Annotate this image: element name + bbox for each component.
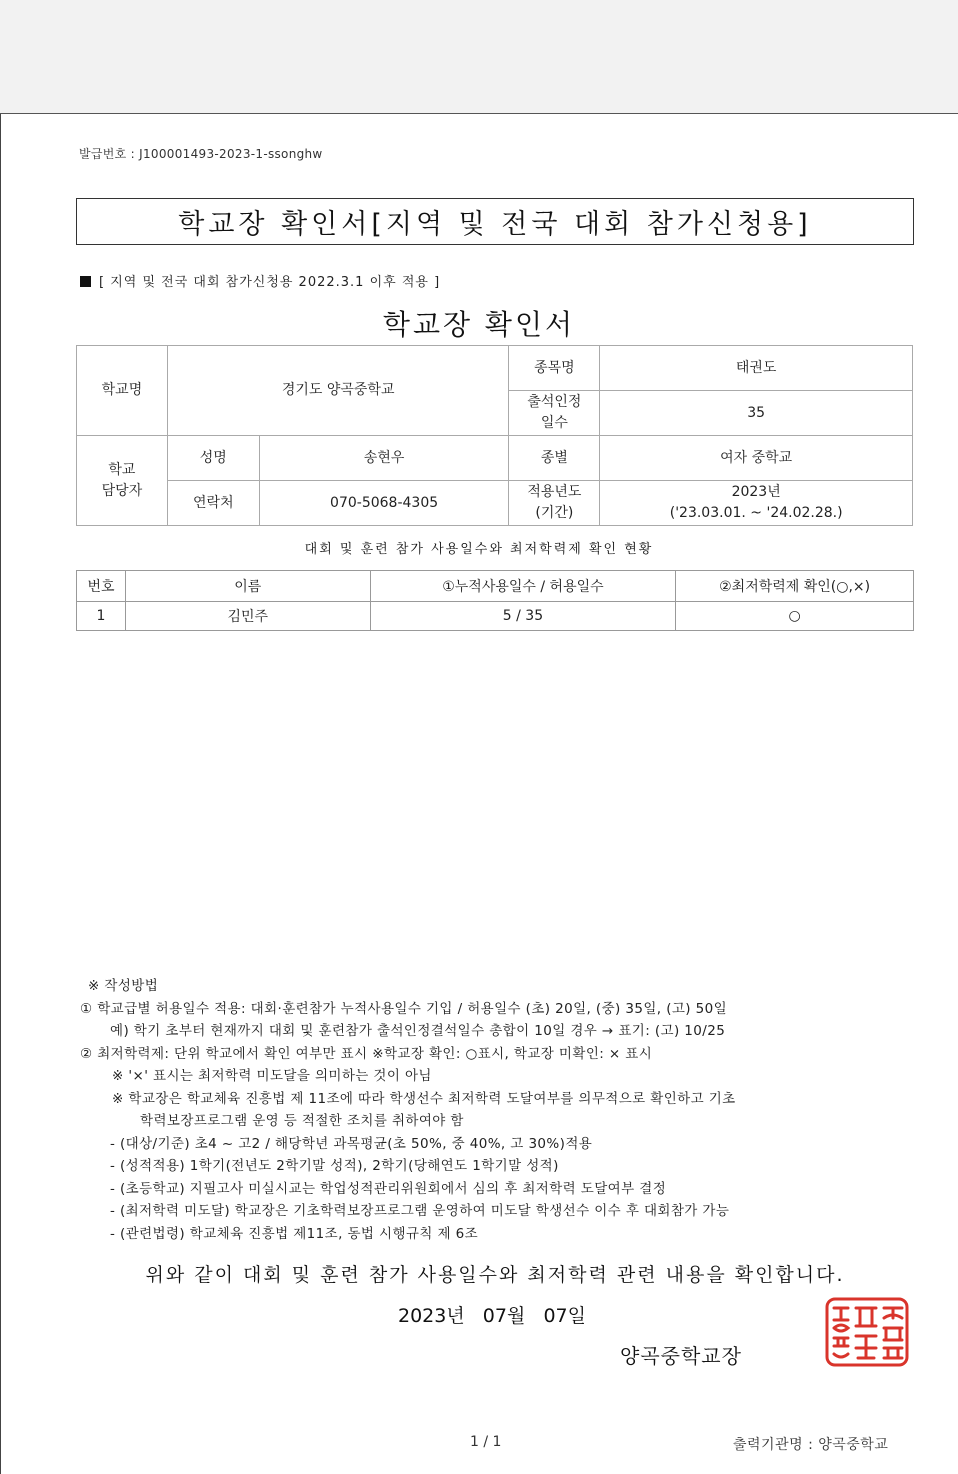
header-min-academic: ②최저학력제 확인(○,×) (676, 571, 914, 602)
year-label-line1: 적용년도 (527, 484, 582, 500)
method-line: 학력보장프로그램 운영 등 적절한 조치를 취하여야 함 (140, 1113, 464, 1129)
year-value-line1: 2023년 (731, 484, 781, 500)
name-label: 성명 (167, 436, 259, 481)
method-line: 예) 학기 초부터 현재까지 대회 및 훈련참가 출석인정결석일수 총합이 10일 경우 → 표기: (고) 10/25 (110, 1023, 726, 1039)
header-name: 이름 (125, 571, 370, 602)
contact-label: 연락처 (167, 481, 259, 526)
row-number: 1 (77, 602, 126, 631)
page-number: 1 / 1 (470, 1434, 502, 1450)
event-label: 종목명 (509, 346, 600, 391)
status-table (76, 570, 914, 631)
year-label (509, 481, 600, 526)
method-line: - (초등학교) 지필고사 미실시교는 학업성적관리위원회에서 심의 후 최저학력 도달여부 결정 (110, 1180, 667, 1197)
main-title-box (76, 198, 914, 245)
method-title: ※ 작성방법 (88, 978, 159, 994)
sub-note (80, 271, 440, 290)
header-number: 번호 (77, 571, 126, 602)
header-days: ①누적사용일수 / 허용일수 (370, 571, 676, 602)
section-title: 대회 및 훈련 참가 사용일수와 최저학력제 확인 현황 (304, 542, 654, 557)
method-line: ※ 학교장은 학교체육 진흥법 제 11조에 따라 학생선수 최저학력 도달여부를 의무적으로 확인하고 기초 (112, 1090, 736, 1107)
sub-note-text: [ 지역 및 전국 대회 참가신청용 2022.3.1 이후 적용 ] (99, 275, 441, 290)
year-value (600, 481, 913, 526)
table-row (77, 602, 914, 631)
school-value: 경기도 양곡중학교 (167, 346, 509, 436)
main-title: 학교장 확인서[지역 및 전국 대회 참가신청용] (178, 209, 812, 240)
event-value: 태권도 (600, 346, 913, 391)
confirm-statement: 위와 같이 대회 및 훈련 참가 사용일수와 최저학력 관련 내용을 확인합니다. (145, 1264, 845, 1286)
issue-date: 2023년 07월 07일 (397, 1305, 586, 1327)
writing-method (80, 975, 900, 1245)
attendance-label-line2: 일수 (540, 415, 568, 431)
official-seal-icon (824, 1296, 910, 1368)
method-line: - (대상/기준) 초4 ~ 고2 / 해당학년 과목평균(초 50%, 중 40%, 고 30%)적용 (110, 1135, 593, 1152)
issue-number: 발급번호 : J100001493-2023-1-ssonghw (79, 147, 323, 161)
method-line: - (성적적용) 1학기(전년도 2학기말 성적), 2학기(당해연도 1학기말 성적) (110, 1158, 559, 1174)
method-line: ※ '×' 표시는 최저학력 미도달을 의미하는 것이 아님 (112, 1068, 432, 1084)
attendance-label (509, 391, 600, 436)
row-days: 5 / 35 (370, 602, 676, 631)
contact-value: 070-5068-4305 (259, 481, 509, 526)
manager-label-line1: 학교 (108, 461, 136, 478)
attendance-value: 35 (600, 391, 913, 436)
top-toolbar-area (0, 0, 958, 114)
method-line: ② 최저학력제: 단위 학교에서 확인 여부만 표시 ※학교장 확인: ○표시, 학교장 미확인: × 표시 (80, 1045, 653, 1062)
output-org: 출력기관명 : 양곡중학교 (733, 1437, 889, 1453)
attendance-label-line1: 출석인정 (527, 394, 582, 410)
document-title: 학교장 확인서 (382, 308, 576, 341)
principal-name: 양곡중학교장 (620, 1344, 742, 1368)
type-label: 종별 (509, 436, 600, 481)
name-value: 송현우 (259, 436, 509, 481)
year-value-line2: ('23.03.01. ~ '24.02.28.) (669, 505, 843, 521)
method-line: - (최저학력 미도달) 학교장은 기초학력보장프로그램 운영하여 미도달 학생선수 이수 후 대회참가 가능 (110, 1203, 730, 1219)
manager-label (77, 436, 168, 526)
method-line: ① 학교급별 허용일수 적용: 대회·훈련참가 누적사용일수 기입 / 허용일수 (초) 20일, (중) 35일, (고) 50일 (80, 1000, 728, 1017)
row-name: 김민주 (125, 602, 370, 631)
type-value: 여자 중학교 (600, 436, 913, 481)
method-line: - (관련법령) 학교체육 진흥법 제11조, 동법 시행규칙 제 6조 (110, 1225, 479, 1242)
manager-label-line2: 담당자 (101, 482, 143, 499)
row-min-academic: ○ (676, 602, 914, 631)
info-table (76, 345, 913, 526)
status-table-header (77, 571, 914, 602)
school-label: 학교명 (77, 346, 168, 436)
square-bullet-icon (80, 276, 91, 287)
year-label-line2: (기간) (535, 505, 574, 521)
